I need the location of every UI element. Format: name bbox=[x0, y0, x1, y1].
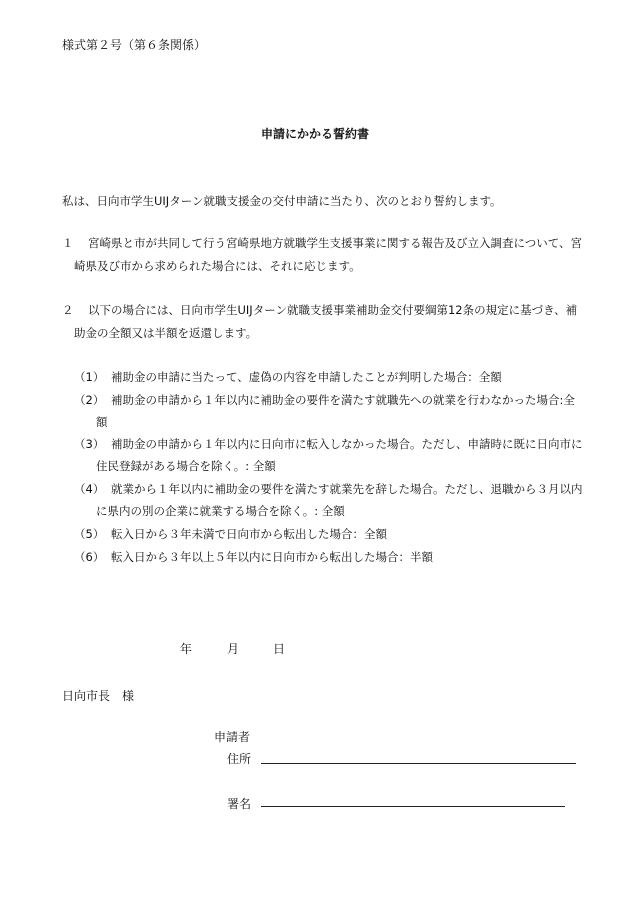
refund-condition-text-continued: に県内の別の企業に就業する場合を除く。: 全額 bbox=[96, 504, 345, 518]
pledge-item-text-continued: 崎県及び市から求められた場合には、それに応じます。 bbox=[74, 259, 361, 273]
refund-condition-text-continued: 住民登録がある場合を除く。: 全額 bbox=[96, 459, 276, 473]
signature-label: 署名 bbox=[227, 797, 252, 811]
refund-condition-number: （2） bbox=[74, 393, 105, 407]
refund-condition-text: 補助金の申請から１年以内に補助金の要件を満たす就職先への就業を行わなかった場合:全 bbox=[111, 393, 575, 407]
intro-statement: 私は、日向市学生UIJターン就職支援金の交付申請に当たり、次のとおり誓約します。 bbox=[62, 194, 502, 208]
refund-condition-text: 転入日から３年以上５年以内に日向市から転出した場合：半額 bbox=[111, 550, 433, 564]
refund-condition-number: （5） bbox=[74, 527, 105, 541]
refund-condition-text: 補助金の申請から１年以内に日向市に転入しなかった場合。ただし、申請時に既に日向市に bbox=[111, 437, 583, 451]
document-title: 申請にかかる誓約書 bbox=[260, 127, 369, 141]
pledge-item-number: １ bbox=[62, 236, 74, 250]
applicant-heading: 申請者 bbox=[214, 730, 251, 744]
refund-condition-3 bbox=[74, 433, 594, 477]
refund-condition-4 bbox=[74, 478, 594, 522]
pledge-item-text: 以下の場合には、日向市学生UIJターン就職支援事業補助金交付要綱第12条の規定に基づき、補 bbox=[88, 303, 578, 317]
pledge-item-1 bbox=[62, 232, 587, 278]
refund-condition-text: 補助金の申請に当たって、虚偽の内容を申請したことが判明した場合：全額 bbox=[111, 370, 502, 384]
refund-condition-number: （3） bbox=[74, 437, 105, 451]
pledge-item-text-continued: 助金の全額又は半額を返還します。 bbox=[74, 326, 258, 340]
refund-condition-5 bbox=[74, 523, 594, 545]
form-number: 様式第２号（第６条関係） bbox=[62, 38, 207, 52]
date-year-label: 年 bbox=[180, 642, 193, 656]
pledge-item-number: ２ bbox=[62, 303, 74, 317]
address-input-line[interactable] bbox=[261, 763, 576, 764]
refund-condition-6 bbox=[74, 546, 594, 568]
pledge-item-2 bbox=[62, 299, 587, 345]
refund-condition-text-continued: 額 bbox=[96, 415, 108, 429]
refund-condition-1 bbox=[74, 366, 594, 388]
pledge-item-text: 宮崎県と市が共同して行う宮崎県地方就職学生支援事業に関する報告及び立入調査について、宮 bbox=[88, 236, 583, 250]
addressee: 日向市長 様 bbox=[62, 689, 135, 703]
refund-condition-2 bbox=[74, 389, 594, 433]
refund-condition-number: （4） bbox=[74, 482, 105, 496]
signature-input-line[interactable] bbox=[261, 806, 565, 807]
refund-condition-number: （6） bbox=[74, 550, 105, 564]
refund-condition-text: 就業から１年以内に補助金の要件を満たす就業先を辞した場合。ただし、退職から３月以内 bbox=[111, 482, 583, 496]
address-label: 住所 bbox=[227, 752, 252, 766]
date-month-label: 月 bbox=[227, 642, 240, 656]
refund-condition-number: （1） bbox=[74, 370, 105, 384]
date-day-label: 日 bbox=[273, 642, 286, 656]
refund-condition-text: 転入日から３年未満で日向市から転出した場合：全額 bbox=[111, 527, 387, 541]
